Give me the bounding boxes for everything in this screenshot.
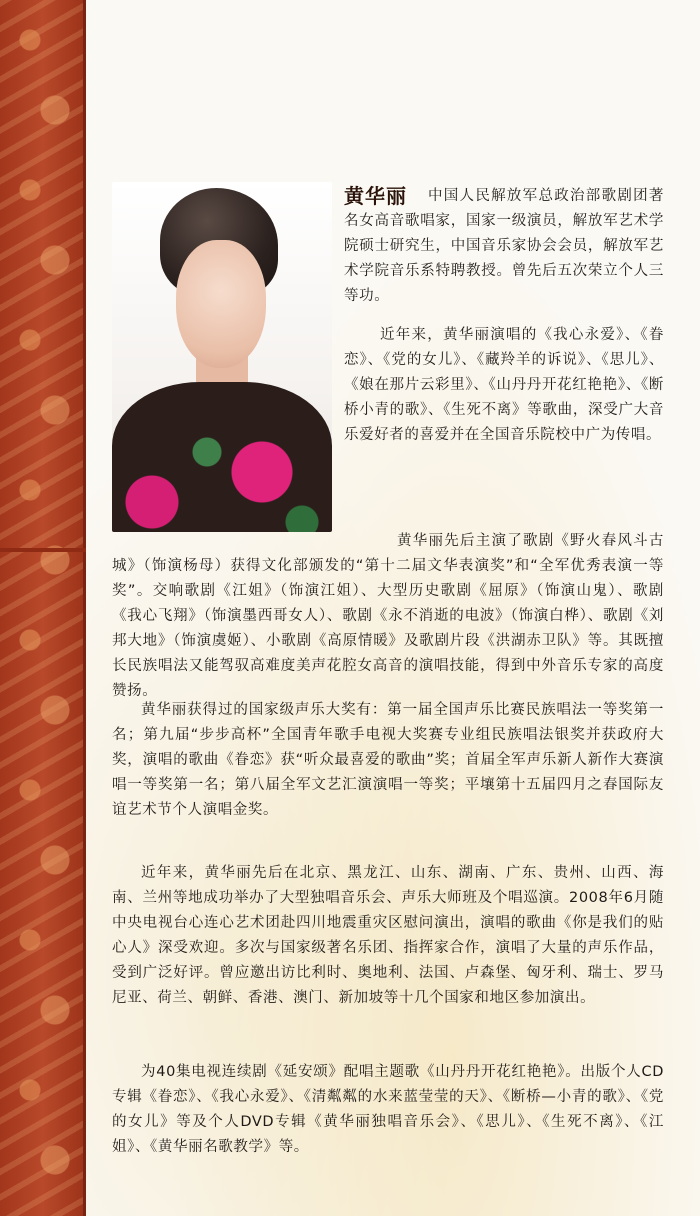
recent-songs-paragraph: 近年来，黄华丽演唱的《我心永爱》、《眷恋》、《党的女儿》、《藏羚羊的诉说》、《思儿》、《娘在那片云彩里》、《山丹丹开花红艳艳》、《断桥小青的歌》、《生死不离》等歌曲，深受广大音乐爱好者的喜爱并在全国音乐院校中广为传唱。 — [344, 327, 664, 443]
awards-paragraph: 黄华丽获得过的国家级声乐大奖有：第一届全国声乐比赛民族唱法一等奖第一名；第九届“步步高杯”全国青年歌手电视大奖赛专业组民族唱法银奖并获政府大奖，演唱的歌曲《眷恋》获“听众最喜爱的歌曲”奖；首届全军声乐新人新作大赛演唱一等奖第一名；第八届全军文艺汇演演唱一等奖；平壤第十五届四月之春国际友谊艺术节个人演唱金奖。 — [112, 702, 664, 818]
portrait-floral-dress — [112, 382, 332, 532]
border-seam — [0, 548, 86, 552]
concerts-paragraph: 近年来，黄华丽先后在北京、黑龙江、山东、湖南、广东、贵州、山西、海南、兰州等地成功举办了大型独唱音乐会、声乐大师班及个唱巡演。2008年6月随中央电视台心连心艺术团赴四川地震重灾区慰问演出，演唱的歌曲《你是我们的贴心人》深受欢迎。多次与国家级著名乐团、指挥家合作，演唱了大量的声乐作品，受到广泛好评。曾应邀出访比利时、奥地利、法国、卢森堡、匈牙利、瑞士、罗马尼亚、荷兰、朝鲜、香港、澳门、新加坡等十几个国家和地区参加演出。 — [112, 865, 664, 1006]
portrait-photo — [112, 182, 332, 532]
opera-roles-paragraph: 黄华丽先后主演了歌剧《野火春风斗古城》（饰演杨母）获得文化部颁发的“第十二届文华表演奖”和“全军优秀表演一等奖”。交响歌剧《江姐》（饰演江姐）、大型历史歌剧《屈原》（饰演山鬼）、歌剧《我心飞翔》（饰演墨西哥女人）、歌剧《永不消逝的电波》（饰演白桦）、歌剧《刘邦大地》（饰演虞姬）、小歌剧《高原情暖》及歌剧片段《洪湖赤卫队》等。其既擅长民族唱法又能驾驭高难度美声花腔女高音的演唱技能，得到中外音乐专家的高度赞扬。 — [112, 533, 664, 699]
portrait-face — [176, 240, 266, 368]
singer-name: 黄华丽 — [344, 184, 407, 208]
albums-paragraph: 为40集电视连续剧《延安颂》配唱主题歌《山丹丹开花红艳艳》。出版个人CD专辑《眷恋》、《我心永爱》、《清粼粼的水来蓝莹莹的天》、《断桥—小青的歌》、《党的女儿》等及个人DVD专辑《黄华丽独唱音乐会》、《思儿》、《生死不离》、《江姐》、《黄华丽名歌教学》等。 — [112, 1064, 664, 1155]
intro-paragraph: 中国人民解放军总政治部歌剧团著名女高音歌唱家，国家一级演员，解放军艺术学院硕士研究生，中国音乐家协会会员，解放军艺术学院音乐系特聘教授。曾先后五次荣立个人三等功。 — [344, 188, 664, 304]
decorative-border — [0, 0, 86, 1216]
